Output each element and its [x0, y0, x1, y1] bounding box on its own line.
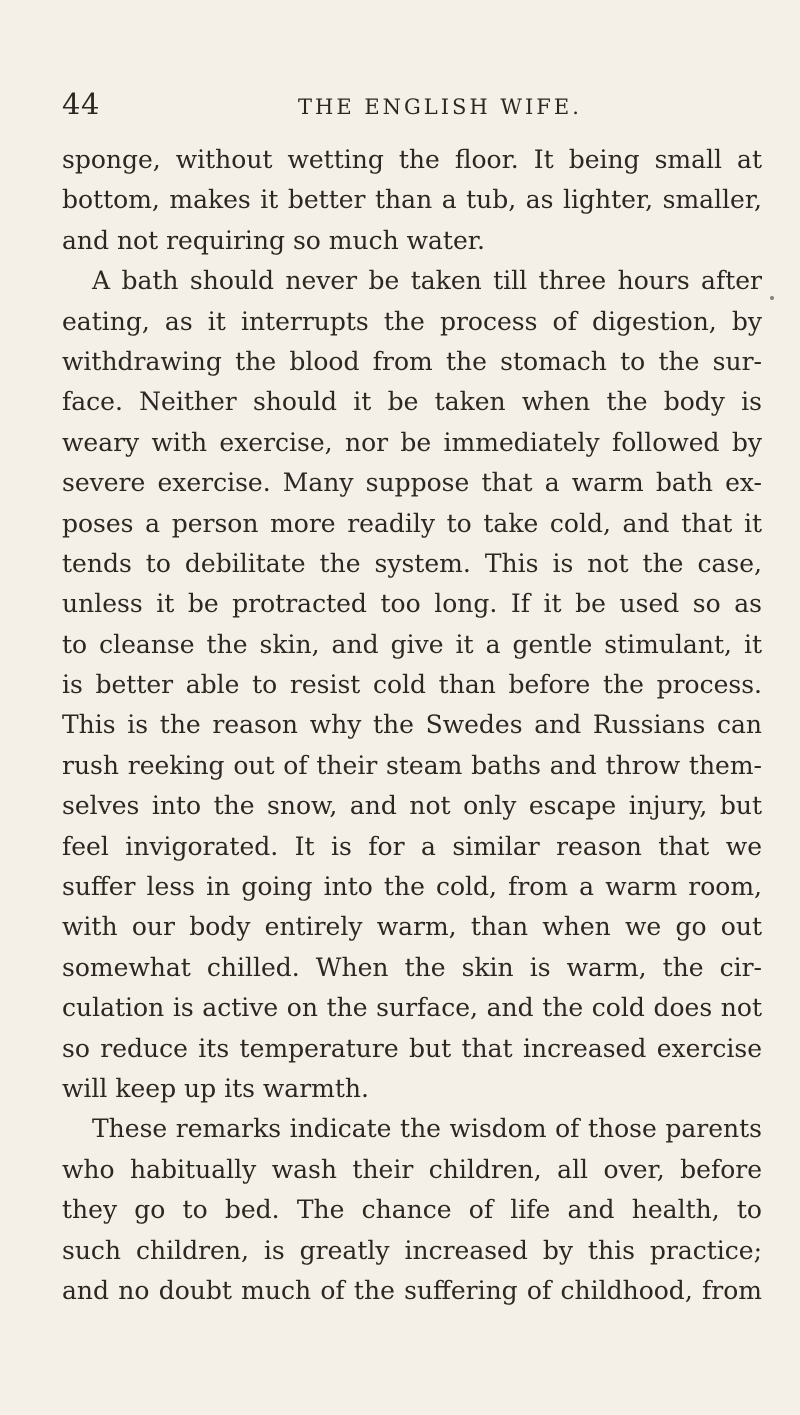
text-line: tends to debilitate the system. This is not the case, — [62, 548, 762, 578]
text-line: weary with exercise, nor be immediately followed by — [62, 427, 762, 457]
text-line: suffer less in going into the cold, from a warm room, — [62, 872, 762, 902]
text-line: severe exercise. Many suppose that a warm bath ex- — [62, 468, 762, 498]
text-line: culation is active on the surface, and the cold does not — [62, 993, 762, 1023]
text-line: to cleanse the skin, and give it a gentle stimulant, it — [62, 629, 762, 659]
text-line: and not requiring so much water. — [62, 225, 485, 255]
text-line: and no doubt much of the suffering of childhood, from — [62, 1275, 762, 1305]
text-line: These remarks indicate the wisdom of those parents — [92, 1114, 762, 1144]
body-text — [62, 140, 762, 1311]
text-line: is better able to resist cold than before the process. — [62, 670, 762, 700]
text-line: will keep up its warmth. — [62, 1073, 369, 1103]
text-line: rush reeking out of their steam baths and throw them- — [62, 750, 762, 780]
text-line: eating, as it interrupts the process of digestion, by — [62, 306, 762, 336]
text-line: face. Neither should it be taken when the body is — [62, 387, 762, 417]
text-line: A bath should never be taken till three hours after — [92, 266, 762, 296]
text-line: selves into the snow, and not only escape injury, but — [62, 791, 762, 821]
text-line: they go to bed. The chance of life and health, to — [62, 1195, 762, 1225]
text-line: who habitually wash their children, all over, before — [62, 1154, 762, 1184]
text-line: unless it be protracted too long. If it be used so as — [62, 589, 762, 619]
text-line: somewhat chilled. When the skin is warm, the cir- — [62, 952, 762, 982]
page-header — [62, 84, 762, 124]
text-line: poses a person more readily to take cold, and that it — [62, 508, 762, 538]
text-line: This is the reason why the Swedes and Russians can — [62, 710, 762, 740]
text-line: so reduce its temperature but that increased exercise — [62, 1033, 762, 1063]
text-line: sponge, without wetting the floor. It being small at — [62, 145, 762, 174]
page-speck — [770, 296, 774, 300]
running-head: THE ENGLISH WIFE. — [298, 95, 582, 119]
text-line: such children, is greatly increased by this practice; — [62, 1235, 762, 1265]
page-number: 44 — [62, 87, 100, 121]
text-line: withdrawing the blood from the stomach to the sur- — [62, 346, 762, 376]
text-line: bottom, makes it better than a tub, as lighter, smaller, — [62, 185, 762, 215]
text-line: feel invigorated. It is for a similar reason that we — [62, 831, 762, 861]
text-line: with our body entirely warm, than when we go out — [62, 912, 762, 942]
